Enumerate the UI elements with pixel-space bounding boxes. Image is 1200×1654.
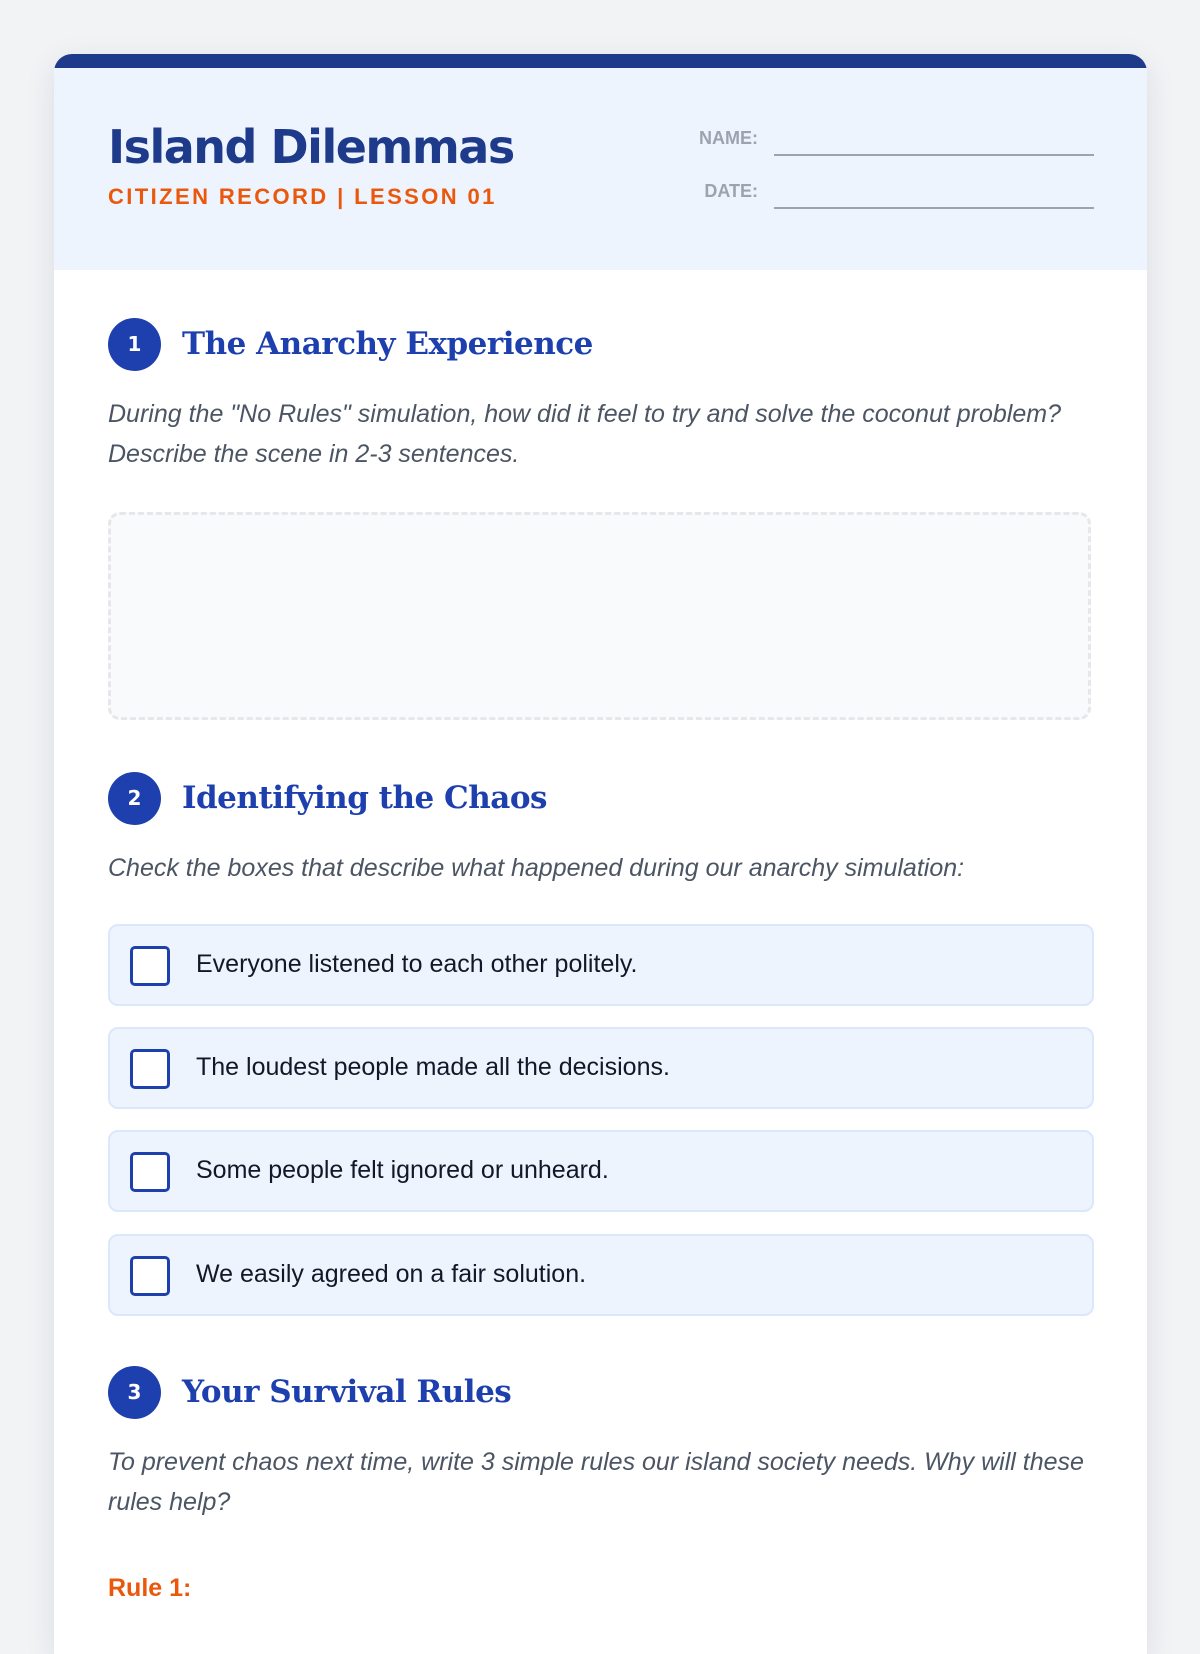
section-number-badge: 1	[108, 318, 161, 371]
checklist-item-label: Some people felt ignored or unheard.	[196, 1156, 609, 1184]
name-field	[654, 126, 1094, 156]
date-label: DATE:	[704, 181, 758, 201]
worksheet-card	[54, 54, 1147, 1654]
section-title: Your Survival Rules	[182, 1374, 512, 1410]
date-field	[654, 179, 1094, 209]
section-3-heading	[108, 1365, 511, 1419]
section-2-heading	[108, 771, 547, 825]
section-3-prompt: To prevent chaos next time, write 3 simple rules our island society needs. Why will these rules help?	[108, 1448, 1084, 1516]
section-1-prompt: During the "No Rules" simulation, how did it feel to try and solve the coconut problem? Describe the scene in 2-3 sentences.	[108, 400, 1061, 468]
checkbox[interactable]	[130, 946, 170, 986]
checklist-item[interactable]	[108, 924, 1094, 1006]
checklist-item[interactable]	[108, 1027, 1094, 1109]
checkbox[interactable]	[130, 1049, 170, 1089]
checklist-item-label: Everyone listened to each other politely.	[196, 950, 638, 978]
section-title: Identifying the Chaos	[182, 780, 547, 816]
checklist-item[interactable]	[108, 1130, 1094, 1212]
date-input-line[interactable]	[774, 207, 1094, 209]
section-title: The Anarchy Experience	[182, 326, 593, 362]
card-accent-bar	[54, 54, 1147, 68]
page-title: Island Dilemmas	[108, 120, 514, 174]
name-input-line[interactable]	[774, 154, 1094, 156]
rule-1-label: Rule 1:	[108, 1574, 192, 1602]
checkbox[interactable]	[130, 1256, 170, 1296]
section-2-prompt: Check the boxes that describe what happened during our anarchy simulation:	[108, 854, 965, 882]
name-label: NAME:	[699, 128, 758, 148]
checklist-item-label: The loudest people made all the decisions.	[196, 1053, 670, 1081]
section-number-badge: 3	[108, 1366, 161, 1419]
anarchy-answer-box[interactable]	[108, 512, 1091, 720]
checklist-item-label: We easily agreed on a fair solution.	[196, 1260, 587, 1288]
checklist-item[interactable]	[108, 1234, 1094, 1316]
page-subtitle: CITIZEN RECORD | LESSON 01	[108, 184, 497, 209]
section-number-badge: 2	[108, 772, 161, 825]
section-1-heading	[108, 317, 593, 371]
checkbox[interactable]	[130, 1152, 170, 1192]
worksheet-header	[54, 68, 1147, 270]
